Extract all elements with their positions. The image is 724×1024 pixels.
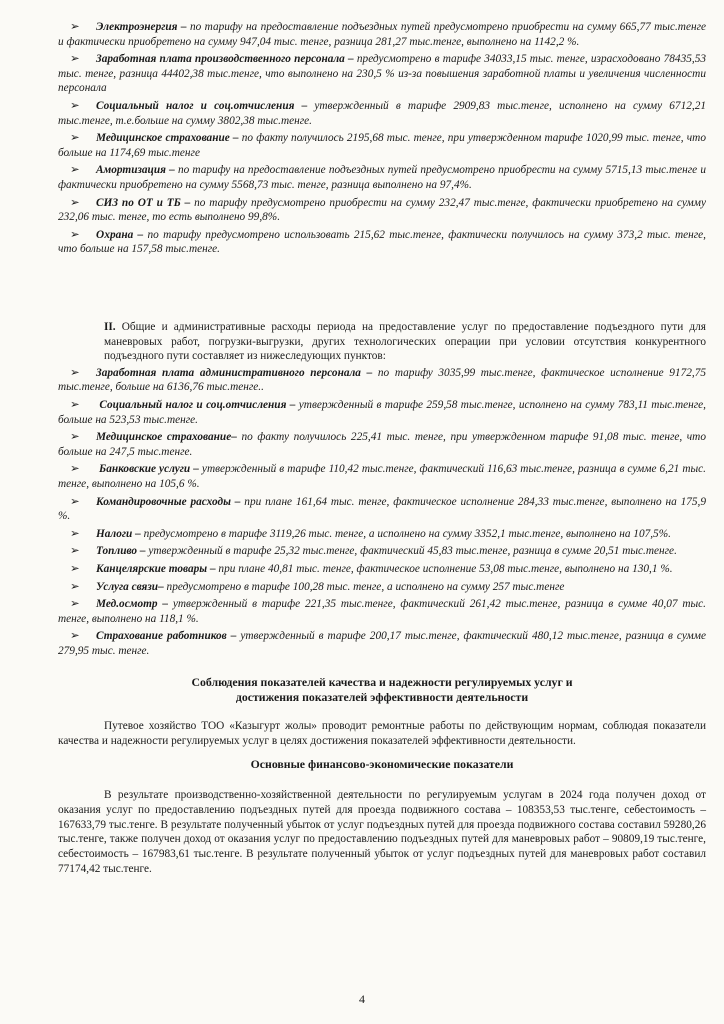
bullet-item: ➢ Социальный налог и соц.отчисления – утвержденный в тарифе 259,58 тыс.тенге, исполнено на сумму 783,11 тыс.тенге, больше на 523,53 тыс.тенге. (58, 398, 706, 426)
page-number: 4 (359, 992, 365, 1006)
section1-bullet-list (58, 20, 706, 260)
spacer (58, 772, 706, 788)
bullet-arrow-icon: ➢ (70, 398, 80, 411)
bullet-arrow-icon: ➢ (70, 562, 80, 575)
bullet-arrow-icon: ➢ (70, 21, 80, 33)
bullet-item: ➢ Амортизация – по тарифу на предоставление подъездных путей предусмотрено приобрести на сумму 5715,13 тыс.тенге и фактически приобретено на сумму 5568,73 тыс. тенге, разница выполнено на 97,4%. (58, 164, 707, 191)
bullet-item: ➢ Банковские услуги – утвержденный в тарифе 110,42 тыс.тенге, фактический 116,63 тыс.тенге, разница в сумме 6,21 тыс. тенге, выполнено на 105,6 %. (58, 463, 706, 490)
bullet-arrow-icon: ➢ (70, 53, 80, 66)
bullet-item: ➢ Командировочные расходы – при плане 161,64 тыс. тенге, фактическое исполнение 284,33 тыс.тенге, выполнено на 175,9 %. (58, 495, 706, 523)
quality-paragraph: Путевое хозяйство ТОО «Казыгурт жолы» проводит ремонтные работы по действующим нормам, соблюдая показатели качества и надежности регулируемых услуг в целях достижения показателей эффективности деятельности. (58, 720, 706, 748)
bullet-arrow-icon: ➢ (70, 164, 80, 177)
bullet-item: ➢ Налоги – предусмотрено в тарифе 3119,26 тыс. тенге, а исполнено на сумму 3352,1 тыс.тенге, выполнено на 107,5%. (58, 527, 706, 542)
bullet-item: ➢ Социальный налог и соц.отчисления – утвержденный в тарифе 2909,83 тыс.тенге, исполнено на сумму 6712,21 тыс.тенге, т.е.больше на сумму 3802,38 тыс.тенге. (58, 99, 706, 127)
quality-heading-line1: Соблюдения показателей качества и надежности регулируемых услуг и (191, 675, 573, 690)
bullet-arrow-icon: ➢ (70, 495, 80, 508)
spacer (58, 749, 706, 757)
bullet-arrow-icon: ➢ (70, 463, 80, 476)
section2-intro: II. Общие и административные расходы периода на предоставление услуг по предоставление подъездного пути для маневровых работ, погрузки-выгрузки, других технологических операции при условии отсутствия конкурентного подъездного пути составляет из нижеследующих пунктов: (104, 321, 706, 363)
bullet-arrow-icon: ➢ (70, 580, 80, 593)
bullet-item: ➢ Медицинское страхование – по факту получилось 2195,68 тыс. тенге, при утвержденном тарифе 1020,99 тыс. тенге, что больше на 1174,69 тыс.тенге (58, 132, 706, 159)
spacer (58, 661, 706, 675)
bullet-arrow-icon: ➢ (70, 527, 80, 540)
bullet-arrow-icon: ➢ (70, 132, 80, 145)
bullet-item: ➢ Заработная плата производственного персонала – предусмотрено в тарифе 34033,15 тыс. тенге, израсходовано 78435,53 тыс. тенге, разница 44402,38 тыс.тенге, что выполнено на 230,5 % из-за повышения заработной платы и увеличения численности персонала (58, 53, 706, 95)
section-number: II. (104, 321, 116, 333)
finance-paragraph: В результате производственно-хозяйственной деятельности по регулируемым услугам в 2024 года получен доход от оказания услуг по предоставлению подъездных путей для проезда подвижного состава – 108353,53 тыс.тенге, себестоимость – 167633,79 тыс.тенге. В результате полученный убыток от услуг подъездных путей для проезда подвижного состава составил 59280,26 тыс.тенге, также получен доход от оказания услуг по предоставлению подъездных путей для маневровых работ – 90809,19 тыс.тенге, себестоимость – 167983,61 тыс.тенге. В результате полученный убыток от услуг подъездных путей для маневровых работ составил 77174,42 тыс.тенге. (58, 789, 706, 876)
bullet-item: ➢ Страхование работников – утвержденный в тарифе 200,17 тыс.тенге, фактический 480,12 тыс.тенге, разница в сумме 279,95 тыс. тенге. (58, 630, 706, 657)
bullet-item: ➢ Охрана – по тарифу предусмотрено использовать 215,62 тыс.тенге, фактически получилось на сумму 373,2 тыс. тенге, что больше на 157,58 тыс.тенге. (58, 228, 706, 256)
bullet-arrow-icon: ➢ (70, 196, 80, 209)
bullet-arrow-icon: ➢ (70, 545, 80, 558)
bullet-arrow-icon: ➢ (70, 99, 80, 112)
bullet-item: ➢ Мед.осмотр – утвержденный в тарифе 221,35 тыс.тенге, фактический 261,42 тыс.тенге, разница в сумме 40,07 тыс. тенге, выполнено на 118,1 %. (58, 598, 706, 625)
section2-block (58, 320, 706, 877)
bullet-item: ➢ Услуга связи– предусмотрено в тарифе 100,28 тыс. тенге, а исполнено на сумму 257 тыс.тенге (58, 580, 706, 595)
bullet-item: ➢ Канцелярские товары – при плане 40,81 тыс. тенге, фактическое исполнение 53,08 тыс.тенге, выполнено на 130,1 %. (58, 562, 706, 577)
bullet-arrow-icon: ➢ (70, 431, 80, 444)
bullet-arrow-icon: ➢ (70, 228, 80, 241)
bullet-arrow-icon: ➢ (70, 366, 80, 379)
bullet-item: ➢ Медицинское страхование– по факту получилось 225,41 тыс. тенге, при утвержденном тарифе 91,08 тыс. тенге, что больше на 247,5 тыс.тенге. (58, 431, 706, 458)
finance-heading: Основные финансово-экономические показатели (250, 757, 514, 772)
bullet-item: ➢ Электроэнергия – по тарифу на предоставление подъездных путей предусмотрено приобрести на сумму 665,77 тыс.тенге и фактически приобретено на сумму 947,04 тыс. тенге, разница 281,27 тыс.тенге, выполнено на 1142,2 %. (58, 21, 706, 48)
spacer (58, 705, 706, 719)
bullet-item: ➢ Заработная плата административного персонала – по тарифу 3035,99 тыс.тенге, фактическое исполнение 9172,75 тыс.тенге, больше на 6136,76 тыс.тенге.. (58, 366, 706, 394)
quality-heading-line2: достижения показателей эффективности деятельности (235, 690, 529, 705)
bullet-item: ➢ Топливо – утвержденный в тарифе 25,32 тыс.тенге, фактический 45,83 тыс.тенге, разница в сумме 20,51 тыс.тенге. (58, 544, 706, 559)
bullet-arrow-icon: ➢ (70, 630, 80, 643)
bullet-item: ➢ СИЗ по ОТ и ТБ – по тарифу предусмотрено приобрести на сумму 232,47 тыс.тенге, фактически приобретено на сумму 232,06 тыс. тенге, то есть выполнено 99,8%. (58, 196, 706, 224)
bullet-arrow-icon: ➢ (70, 598, 80, 611)
